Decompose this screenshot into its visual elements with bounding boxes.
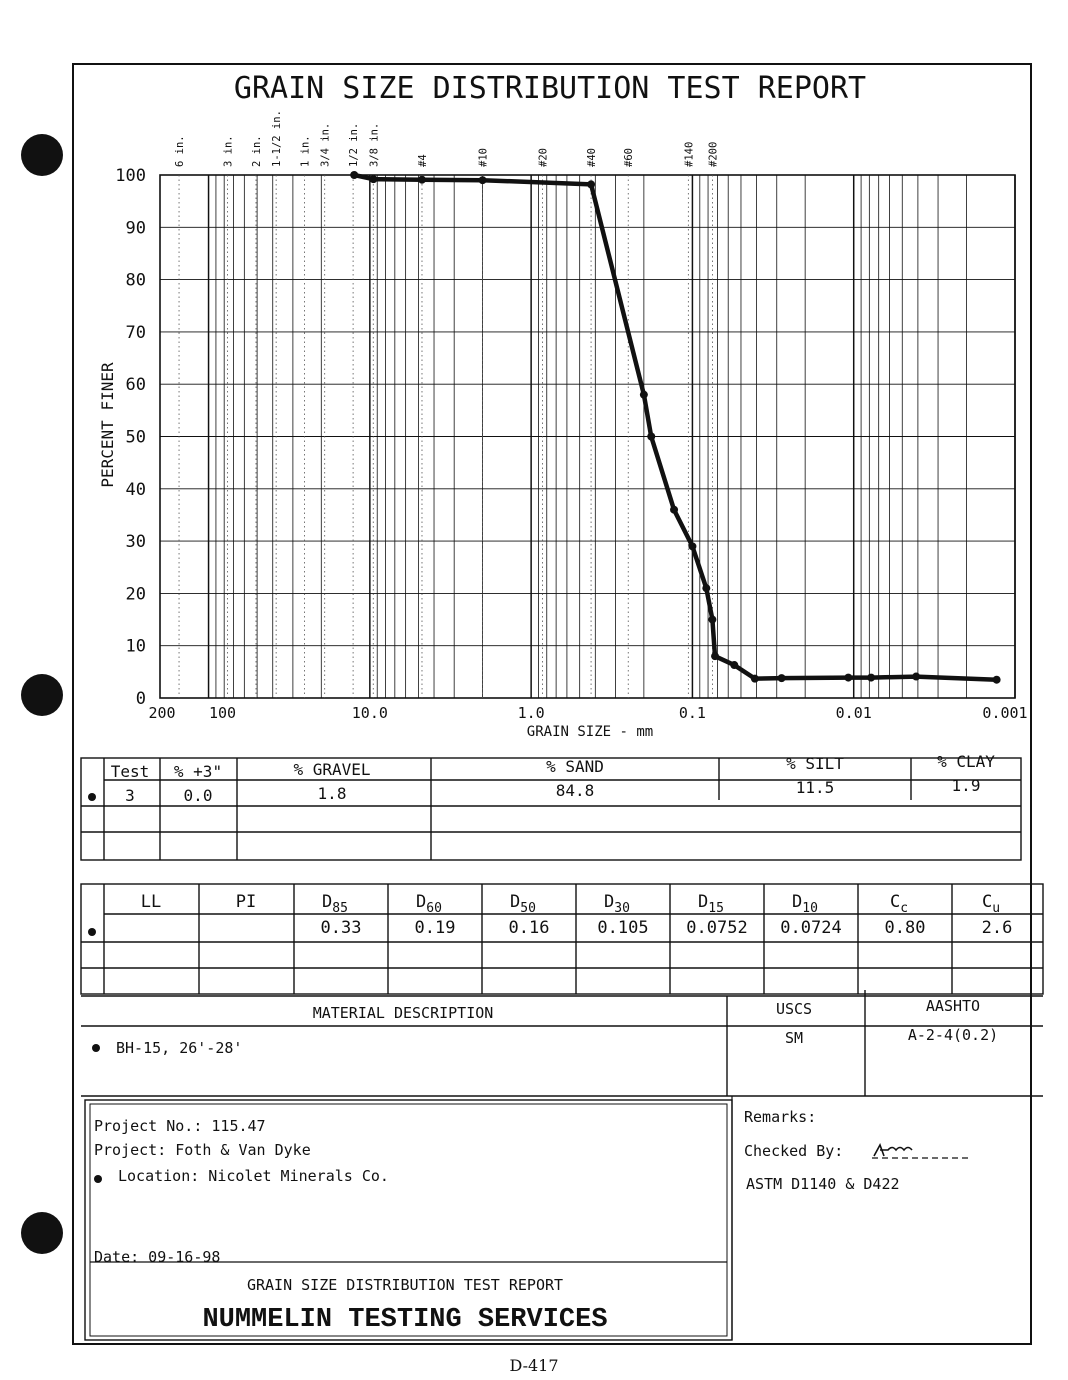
limits-cell: 0.19: [414, 918, 456, 938]
y-tick-label: 100: [115, 166, 146, 186]
sieve-labels: [174, 110, 720, 698]
location-marker-dot: [94, 1175, 102, 1183]
sieve-label: 1-1/2 in.: [271, 110, 284, 167]
data-point: [844, 674, 852, 682]
limits-cell: 0.33: [320, 918, 362, 938]
limits-cell: 0.0752: [686, 918, 748, 938]
summary-cell-plus3: 0.0: [183, 786, 213, 805]
x-tick-label: 0.1: [678, 704, 706, 722]
material-description: BH-15, 26'-28': [116, 1039, 243, 1057]
summary-table-text: [111, 752, 996, 805]
x-tick-label: 1.0: [517, 704, 545, 722]
limits-cell: 0.16: [508, 918, 550, 938]
limits-marker-dot: [88, 928, 96, 936]
limits-header: $C_u$: [981, 892, 1001, 916]
x-axis-label: GRAIN SIZE - mm: [526, 724, 654, 740]
limits-header: $D_{15}$: [698, 892, 724, 916]
x-tick-label: 0.01: [835, 704, 872, 722]
limits-cell: 0.105: [597, 918, 649, 938]
x-tick-label: 200: [148, 704, 176, 722]
y-tick-label: 70: [125, 322, 146, 343]
data-point: [688, 542, 696, 550]
sieve-label: 6 in.: [174, 135, 187, 167]
limits-header: $D_{10}$: [792, 892, 818, 916]
summary-header-sand: % SAND: [546, 757, 604, 776]
material-header: MATERIAL DESCRIPTION: [312, 1004, 494, 1022]
y-tick-label: 80: [125, 270, 146, 291]
summary-header-plus3: % +3": [173, 762, 223, 781]
data-point: [730, 661, 738, 669]
data-point: [479, 176, 487, 184]
sieve-label: 1 in.: [299, 135, 312, 167]
limits-header: $D_{85}$: [322, 892, 348, 916]
x-tick-label: 10.0: [351, 704, 388, 722]
sieve-label: #200: [707, 141, 720, 167]
data-point: [369, 175, 377, 183]
data-point: [778, 674, 786, 682]
data-point: [647, 433, 655, 441]
project-date: Date: 09-16-98: [94, 1248, 221, 1266]
data-point: [751, 675, 759, 683]
limits-cell: 2.6: [981, 918, 1013, 938]
data-point: [418, 176, 426, 184]
limits-header: $D_{60}$: [416, 892, 442, 916]
data-point: [708, 616, 716, 624]
data-point: [912, 673, 920, 681]
sieve-label: #60: [623, 148, 636, 167]
sieve-label: 3/4 in.: [319, 122, 332, 167]
project-name: Project: Foth & Van Dyke: [94, 1141, 311, 1159]
limits-header: $C_c$: [889, 892, 909, 916]
gradation-curve: [350, 171, 1000, 684]
data-point: [702, 584, 710, 592]
y-tick-label: 40: [125, 479, 146, 500]
data-point: [350, 171, 358, 179]
summary-cell-clay: 1.9: [951, 776, 981, 795]
checked-by-signature: [874, 1145, 912, 1156]
sieve-label: 1/2 in.: [348, 122, 361, 167]
limits-cell: 0.0724: [780, 918, 842, 938]
sieve-label: #40: [586, 148, 599, 167]
y-tick-label: 30: [125, 532, 146, 553]
grain-size-chart: [98, 110, 1028, 740]
astm-standard: ASTM D1140 & D422: [746, 1175, 900, 1193]
y-tick-label: 20: [125, 584, 146, 605]
summary-header-test: Test: [110, 762, 150, 781]
material-marker-dot: [92, 1044, 100, 1052]
summary-header-silt: % SILT: [786, 754, 844, 773]
sieve-label: #4: [416, 154, 429, 167]
summary-header-clay: % CLAY: [937, 752, 995, 771]
project-number: Project No.: 115.47: [94, 1117, 266, 1135]
aashto-header: AASHTO: [925, 997, 981, 1015]
test-marker-dot: [88, 793, 96, 801]
y-axis-label: PERCENT FINER: [98, 362, 117, 488]
summary-cell-silt: 11.5: [795, 778, 835, 797]
x-tick-label: 100: [209, 704, 237, 722]
project-location: Location: Nicolet Minerals Co.: [118, 1167, 389, 1185]
sieve-label: 3 in.: [222, 135, 235, 167]
summary-cell-gravel: 1.8: [317, 784, 347, 803]
remarks-label: Remarks:: [744, 1108, 817, 1126]
y-tick-label: 50: [125, 427, 146, 448]
data-point: [867, 674, 875, 682]
gradation-line: [354, 175, 996, 680]
sieve-label: 2 in.: [250, 135, 263, 167]
report-title: GRAIN SIZE DISTRIBUTION TEST REPORT: [233, 71, 867, 106]
summary-header-gravel: % GRAVEL: [293, 760, 371, 779]
summary-cell-test: 3: [125, 786, 135, 805]
sieve-label: 3/8 in.: [368, 122, 381, 167]
x-tick-labels: [148, 704, 1027, 722]
limits-cell: 0.80: [884, 918, 926, 938]
summary-cell-sand: 84.8: [555, 781, 595, 800]
limits-header: $D_{50}$: [510, 892, 536, 916]
limits-header: LL: [140, 892, 162, 912]
y-tick-labels: [115, 166, 146, 709]
sieve-label: #140: [683, 141, 696, 167]
data-point: [670, 506, 678, 514]
data-point: [711, 652, 719, 660]
page-number: D-417: [509, 1356, 559, 1375]
footer-title: GRAIN SIZE DISTRIBUTION TEST REPORT: [246, 1276, 564, 1294]
aashto-value: A-2-4(0.2): [907, 1026, 999, 1044]
uscs-value: SM: [784, 1029, 804, 1047]
y-tick-label: 0: [135, 689, 146, 709]
x-tick-label: 0.001: [982, 704, 1028, 722]
y-tick-label: 90: [125, 218, 146, 239]
uscs-header: USCS: [775, 1000, 813, 1018]
data-point: [587, 180, 595, 188]
data-point: [640, 391, 648, 399]
y-tick-label: 60: [125, 375, 146, 396]
sieve-label: #20: [537, 148, 550, 167]
y-tick-label: 10: [125, 636, 146, 657]
chart-grid: [160, 175, 1015, 698]
limits-header: $D_{30}$: [604, 892, 630, 916]
company-name: NUMMELIN TESTING SERVICES: [202, 1305, 608, 1335]
limits-header: PI: [235, 892, 257, 912]
data-point: [993, 676, 1001, 684]
checked-by-label: Checked By:: [744, 1142, 844, 1160]
sieve-label: #10: [477, 148, 490, 167]
